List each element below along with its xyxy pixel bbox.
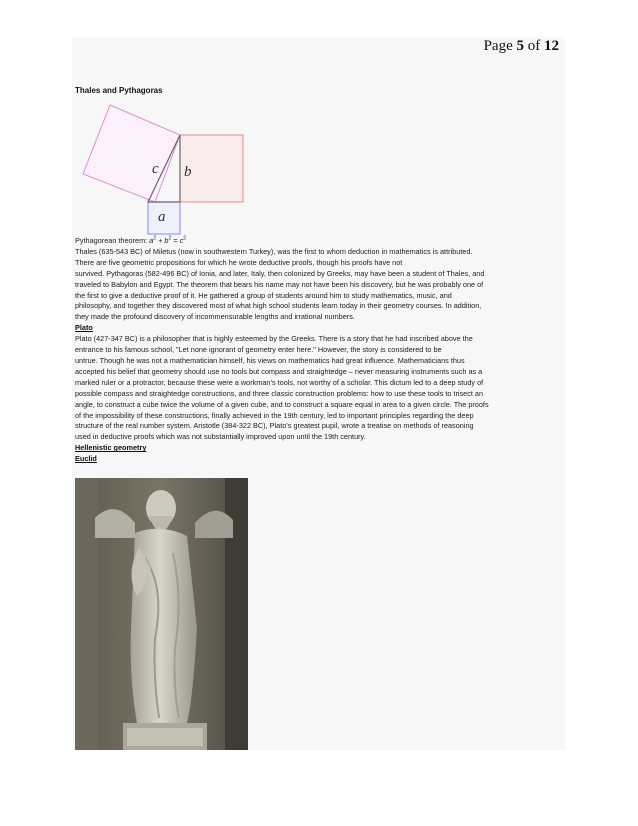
plato-line-0: Plato (427-347 BC) is a philosopher that is highly esteemed by the Greeks. There is a story that he had inscribed above the <box>75 334 473 344</box>
euclid-statue-photo <box>75 478 248 750</box>
page-label: Page <box>483 38 513 54</box>
plato-line-1: entrance to his famous school, "Let none ignorant of geometry enter here." However, the story is considered to be <box>75 345 442 355</box>
plato-line-4: marked ruler or a protractor, because these were a workman’s tools, not worthy of a scholar. This dictum led to a deep study of <box>75 377 484 387</box>
thales-line-2: survived. Pythagoras (582-496 BC) of Ionia, and later, Italy, then colonized by Greeks, may have been a student of Thales, and <box>75 268 485 278</box>
current-page: 5 <box>516 38 524 54</box>
thales-line-3: traveled to Babylon and Egypt. The theorem that bears his name may not have been his discovery, but he was probably one of <box>75 279 484 289</box>
plato-heading[interactable]: Plato <box>75 323 93 333</box>
thales-line-4: the first to give a deductive proof of it. He gathered a group of students around him to study mathematics, music, and <box>75 290 452 300</box>
plato-line-9: used in deductive proofs which was not substantially improved upon until the 19th century. <box>75 432 366 442</box>
section-title: Thales and Pythagoras <box>75 86 163 95</box>
thales-line-0: Thales (635-543 BC) of Miletus (now in southwestern Turkey), was the first to whom deduction in mathematics is attributed. <box>75 246 473 256</box>
page-of-label: of <box>527 38 541 54</box>
theorem-line: Pythagorean theorem: $a^2 + b^2 = c^2$ <box>75 235 186 245</box>
plato-line-6: angle, to construct a cube twice the volume of a given cube, and to construct a square equal in area to a given circle. The proofs <box>75 399 489 409</box>
thales-line-6: they made the profound discovery of incommensurable lengths and irrational numbers. <box>75 312 355 322</box>
page-indicator <box>484 38 559 55</box>
square-c <box>83 105 180 202</box>
label-b: b <box>184 164 192 180</box>
label-c: c <box>152 161 159 177</box>
total-pages: 12 <box>544 38 559 54</box>
pythagoras-figure <box>78 103 248 235</box>
thales-line-5: philosophy, and together they discovered most of what high school students learn today in their geometry courses. In addition, <box>75 301 482 311</box>
euclid-heading[interactable]: Euclid <box>75 454 97 464</box>
document-page <box>72 37 565 750</box>
plato-line-3: accepted his belief that geometry should use no tools but compass and straightedge – never measuring instruments such as a <box>75 366 483 376</box>
plato-line-7: of the impossibility of these constructions, finally achieved in the 19th century, led to important principles regarding the deep <box>75 410 474 420</box>
body-text <box>75 236 564 465</box>
plato-line-2: untrue. Though he was not a mathematician himself, his views on mathematics had great influence. Mathematicians thus <box>75 355 465 365</box>
hellenistic-heading[interactable]: Hellenistic geometry <box>75 443 147 453</box>
thales-line-1: There are five geometric propositions for which he wrote deductive proofs, though his proofs have not <box>75 257 403 267</box>
plato-line-8: structure of the real number system. Aristotle (384-322 BC), Plato’s greatest pupil, wrote a treatise on methods of reasoning <box>75 421 474 431</box>
label-a: a <box>158 209 166 225</box>
plato-line-5: possible compass and straightedge constructions, and three classic construction problems: how to use these tools to trisect an <box>75 388 484 398</box>
